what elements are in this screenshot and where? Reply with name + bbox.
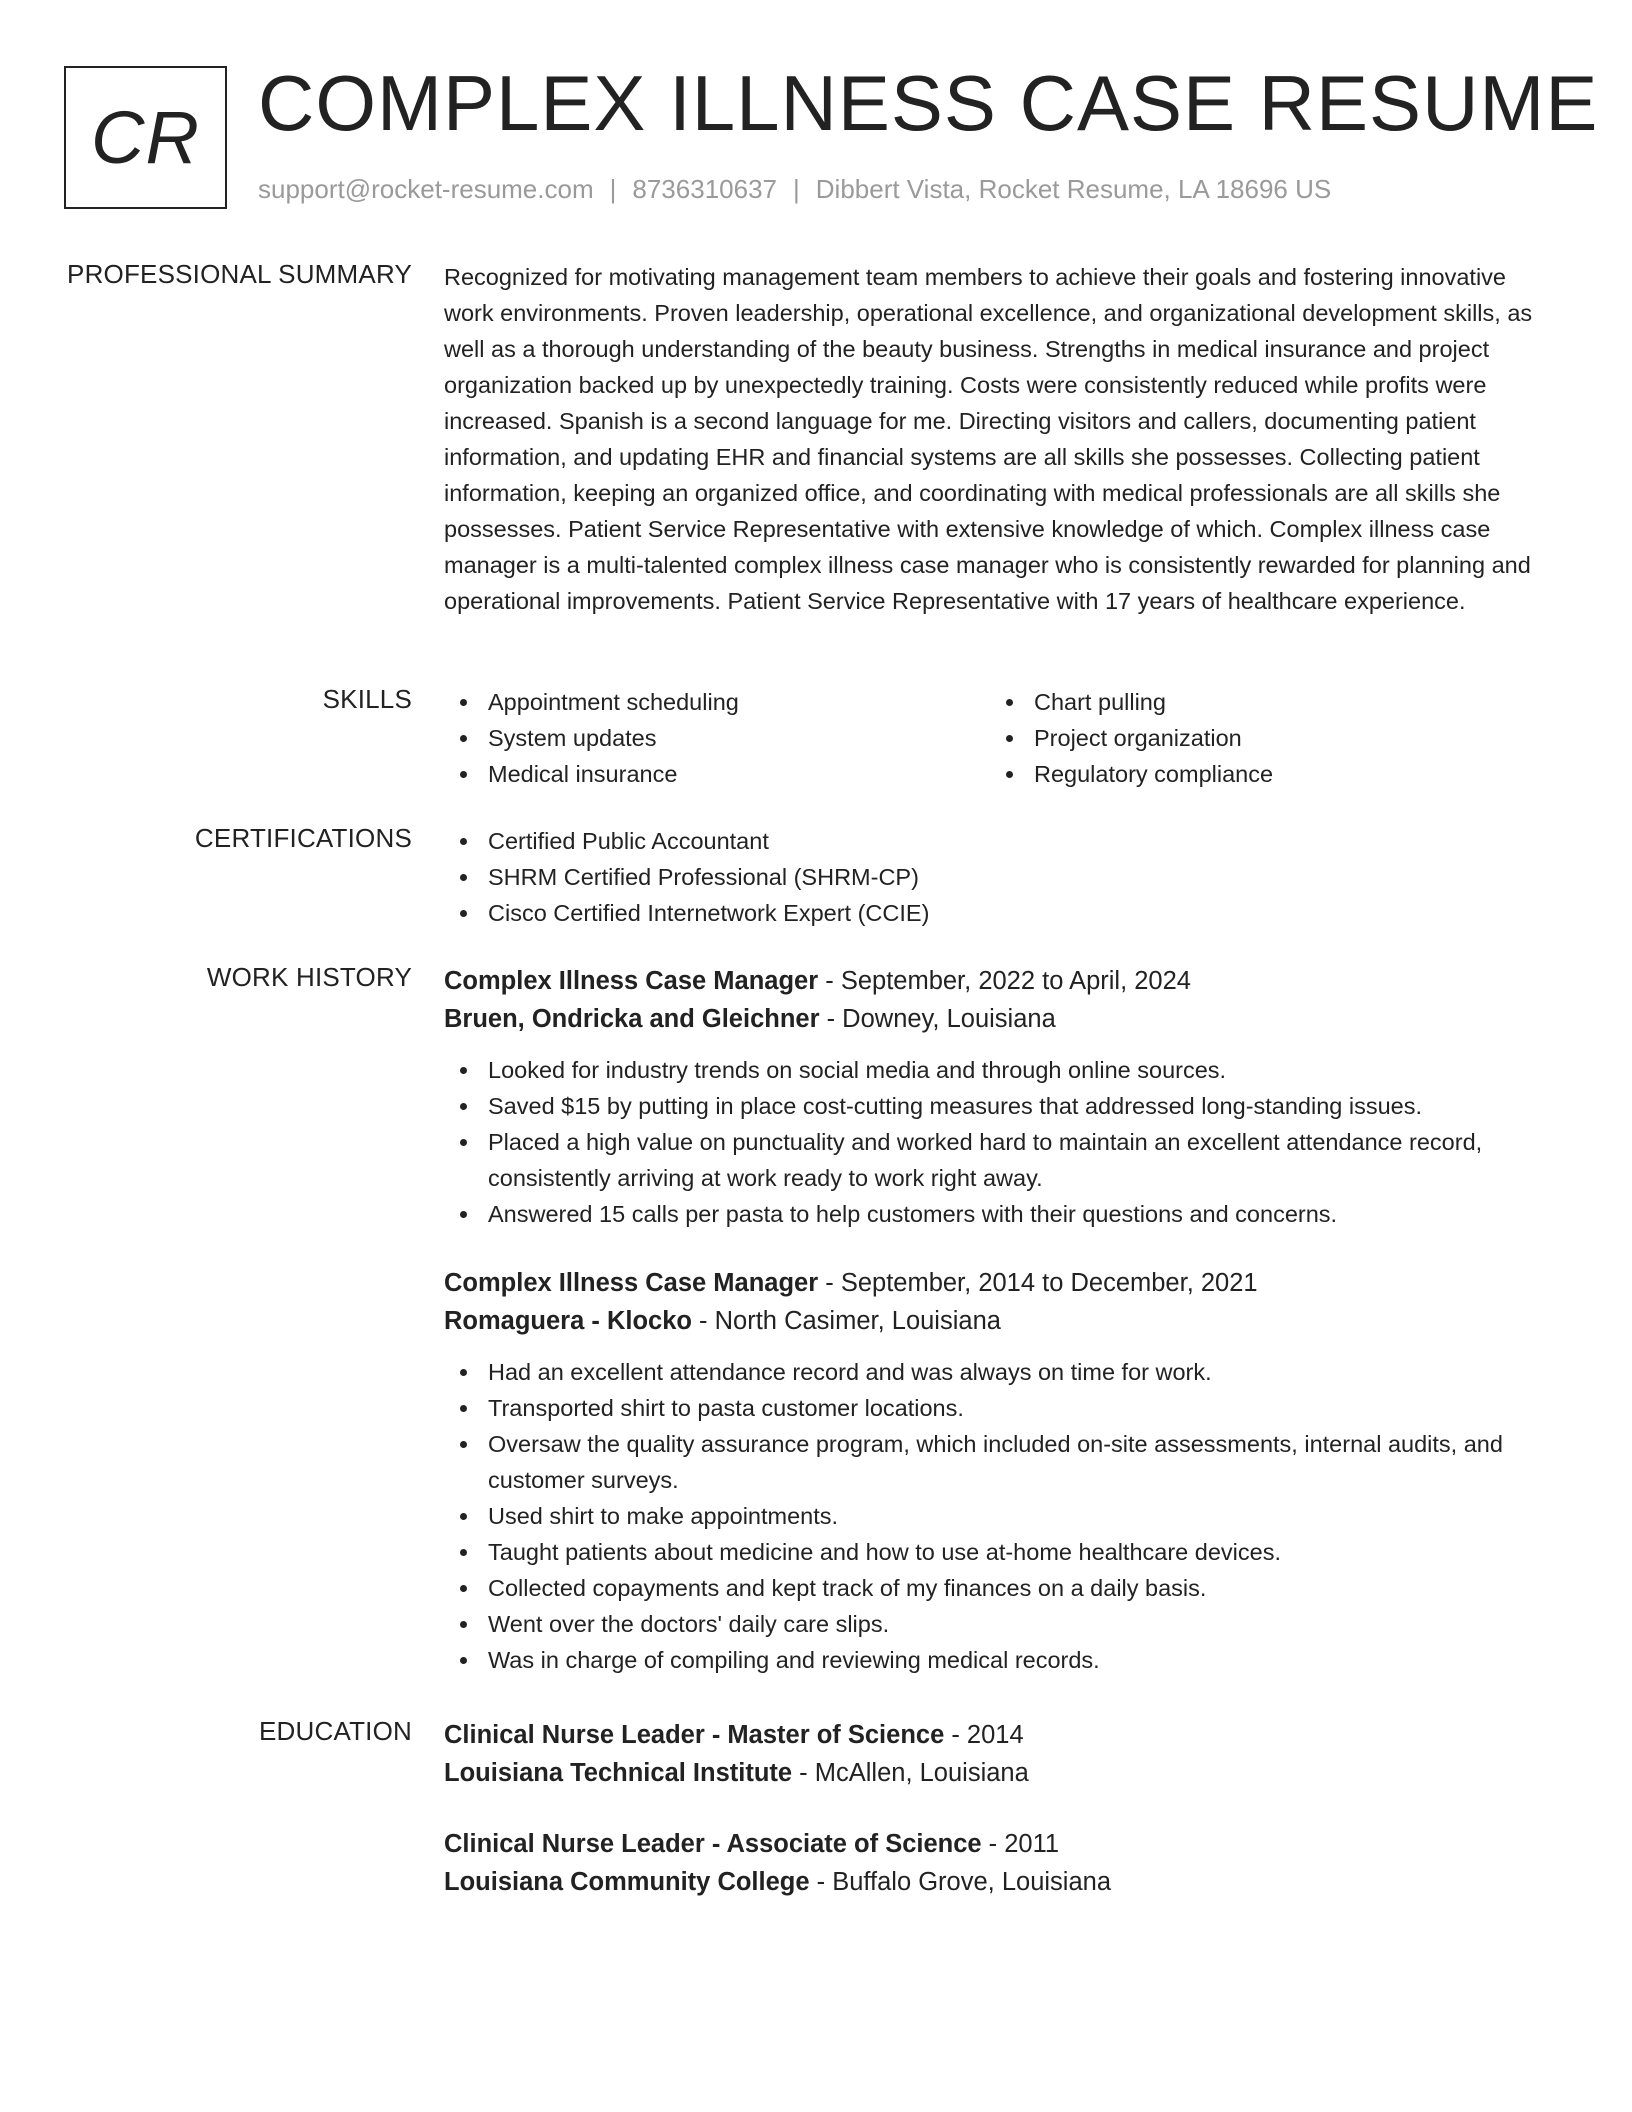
degree-year: - 2014 — [944, 1721, 1024, 1749]
job-duty-item: Taught patients about medicine and how to use at-home healthcare devices. — [444, 1534, 1554, 1570]
job-duty-item: Oversaw the quality assurance program, which included on-site assessments, internal audits, and customer surveys. — [444, 1426, 1554, 1498]
skill-item: Regulatory compliance — [990, 756, 1536, 792]
job-company-line — [444, 1000, 1554, 1038]
job-duty-item: Had an excellent attendance record and was always on time for work. — [444, 1354, 1554, 1390]
school-name: Louisiana Community College — [444, 1868, 810, 1896]
job-title-line — [444, 1264, 1554, 1302]
skills-list-right — [990, 684, 1536, 792]
skills-body — [444, 684, 1554, 792]
degree-line — [444, 1825, 1554, 1863]
section-label-education: EDUCATION — [259, 1716, 412, 1746]
contact-email[interactable]: support@rocket-resume.com — [258, 174, 594, 204]
monogram-logo: CR — [64, 66, 227, 209]
school-line — [444, 1863, 1554, 1901]
education-body — [444, 1716, 1554, 1901]
job-duty-item: Saved $15 by putting in place cost-cutting measures that addressed long-standing issues. — [444, 1088, 1554, 1124]
degree-year: - 2011 — [981, 1830, 1060, 1858]
job-duties-list — [444, 1052, 1554, 1232]
job-company: Romaguera - Klocko — [444, 1307, 692, 1335]
education-entry — [444, 1716, 1554, 1792]
job-duties-list — [444, 1354, 1554, 1678]
skill-item: Appointment scheduling — [444, 684, 990, 720]
section-label-certifications: CERTIFICATIONS — [194, 823, 412, 853]
job-duty-item: Looked for industry trends on social media and through online sources. — [444, 1052, 1554, 1088]
education-entry — [444, 1825, 1554, 1901]
certification-item: Certified Public Accountant — [444, 823, 1554, 859]
skills-list-left — [444, 684, 990, 792]
job-entry — [444, 962, 1554, 1232]
summary-text: Recognized for motivating management team members to achieve their goals and fostering innovative work environments. Proven leadership, operational excellence, and organizational development skills, as well as a thorough understanding of the beauty business. Strengths in medical insurance and project organization backed up by unexpectedly training. Costs were consistently reduced while profits were increased. Spanish is a second language for me. Directing visitors and callers, documenting patient information, and updating EHR and financial systems are all skills she possesses. Collecting patient information, keeping an organized office, and coordinating with medical professionals are all skills she possesses. Patient Service Representative with extensive knowledge of which. Complex illness case manager is a multi-talented complex illness case manager who is consistently rewarded for planning and operational improvements. Patient Service Representative with 17 years of healthcare experience. — [444, 264, 1533, 614]
work-history-body — [444, 962, 1554, 1678]
job-company: Bruen, Ondricka and Gleichner — [444, 1005, 820, 1033]
resume-title: COMPLEX ILLNESS CASE RESUME — [258, 59, 1599, 147]
job-location: - Downey, Louisiana — [819, 1005, 1056, 1033]
school-location: - Buffalo Grove, Louisiana — [809, 1868, 1112, 1896]
school-line — [444, 1754, 1554, 1792]
degree-name: Clinical Nurse Leader - Associate of Science — [444, 1830, 982, 1858]
skill-item: System updates — [444, 720, 990, 756]
job-location: - North Casimer, Louisiana — [691, 1307, 1001, 1335]
job-entry — [444, 1264, 1554, 1678]
summary-body — [444, 259, 1554, 619]
contact-separator: | — [793, 174, 800, 204]
job-duty-item: Collected copayments and kept track of my finances on a daily basis. — [444, 1570, 1554, 1606]
certification-item: Cisco Certified Internetwork Expert (CCIE) — [444, 895, 1554, 931]
job-duty-item: Answered 15 calls per pasta to help customers with their questions and concerns. — [444, 1196, 1554, 1232]
skill-item: Medical insurance — [444, 756, 990, 792]
certifications-list — [444, 823, 1554, 931]
job-duty-item: Used shirt to make appointments. — [444, 1498, 1554, 1534]
section-label-skills: SKILLS — [322, 684, 412, 714]
job-duty-item: Went over the doctors' daily care slips. — [444, 1606, 1554, 1642]
job-duty-item: Placed a high value on punctuality and worked hard to maintain an excellent attendance record, consistently arriving at work ready to work right away. — [444, 1124, 1554, 1196]
contact-line — [258, 174, 1331, 205]
degree-line — [444, 1716, 1554, 1754]
contact-separator: | — [609, 174, 617, 204]
job-dates: - September, 2022 to April, 2024 — [818, 967, 1191, 995]
job-dates: - September, 2014 to December, 2021 — [818, 1269, 1258, 1297]
skill-item: Chart pulling — [990, 684, 1536, 720]
section-label-work-history: WORK HISTORY — [206, 962, 412, 992]
school-name: Louisiana Technical Institute — [444, 1759, 793, 1787]
certifications-body — [444, 823, 1554, 931]
job-duty-item: Was in charge of compiling and reviewing medical records. — [444, 1642, 1554, 1678]
degree-name: Clinical Nurse Leader - Master of Science — [444, 1721, 945, 1749]
job-title-line — [444, 962, 1554, 1000]
job-company-line — [444, 1302, 1554, 1340]
contact-address: Dibbert Vista, Rocket Resume, LA 18696 US — [815, 174, 1332, 204]
job-duty-item: Transported shirt to pasta customer locations. — [444, 1390, 1554, 1426]
school-location: - McAllen, Louisiana — [792, 1759, 1029, 1787]
skill-item: Project organization — [990, 720, 1536, 756]
job-title: Complex Illness Case Manager — [444, 967, 819, 995]
contact-phone[interactable]: 8736310637 — [632, 174, 777, 204]
section-label-summary: PROFESSIONAL SUMMARY — [67, 259, 412, 289]
certification-item: SHRM Certified Professional (SHRM-CP) — [444, 859, 1554, 895]
job-title: Complex Illness Case Manager — [444, 1269, 819, 1297]
